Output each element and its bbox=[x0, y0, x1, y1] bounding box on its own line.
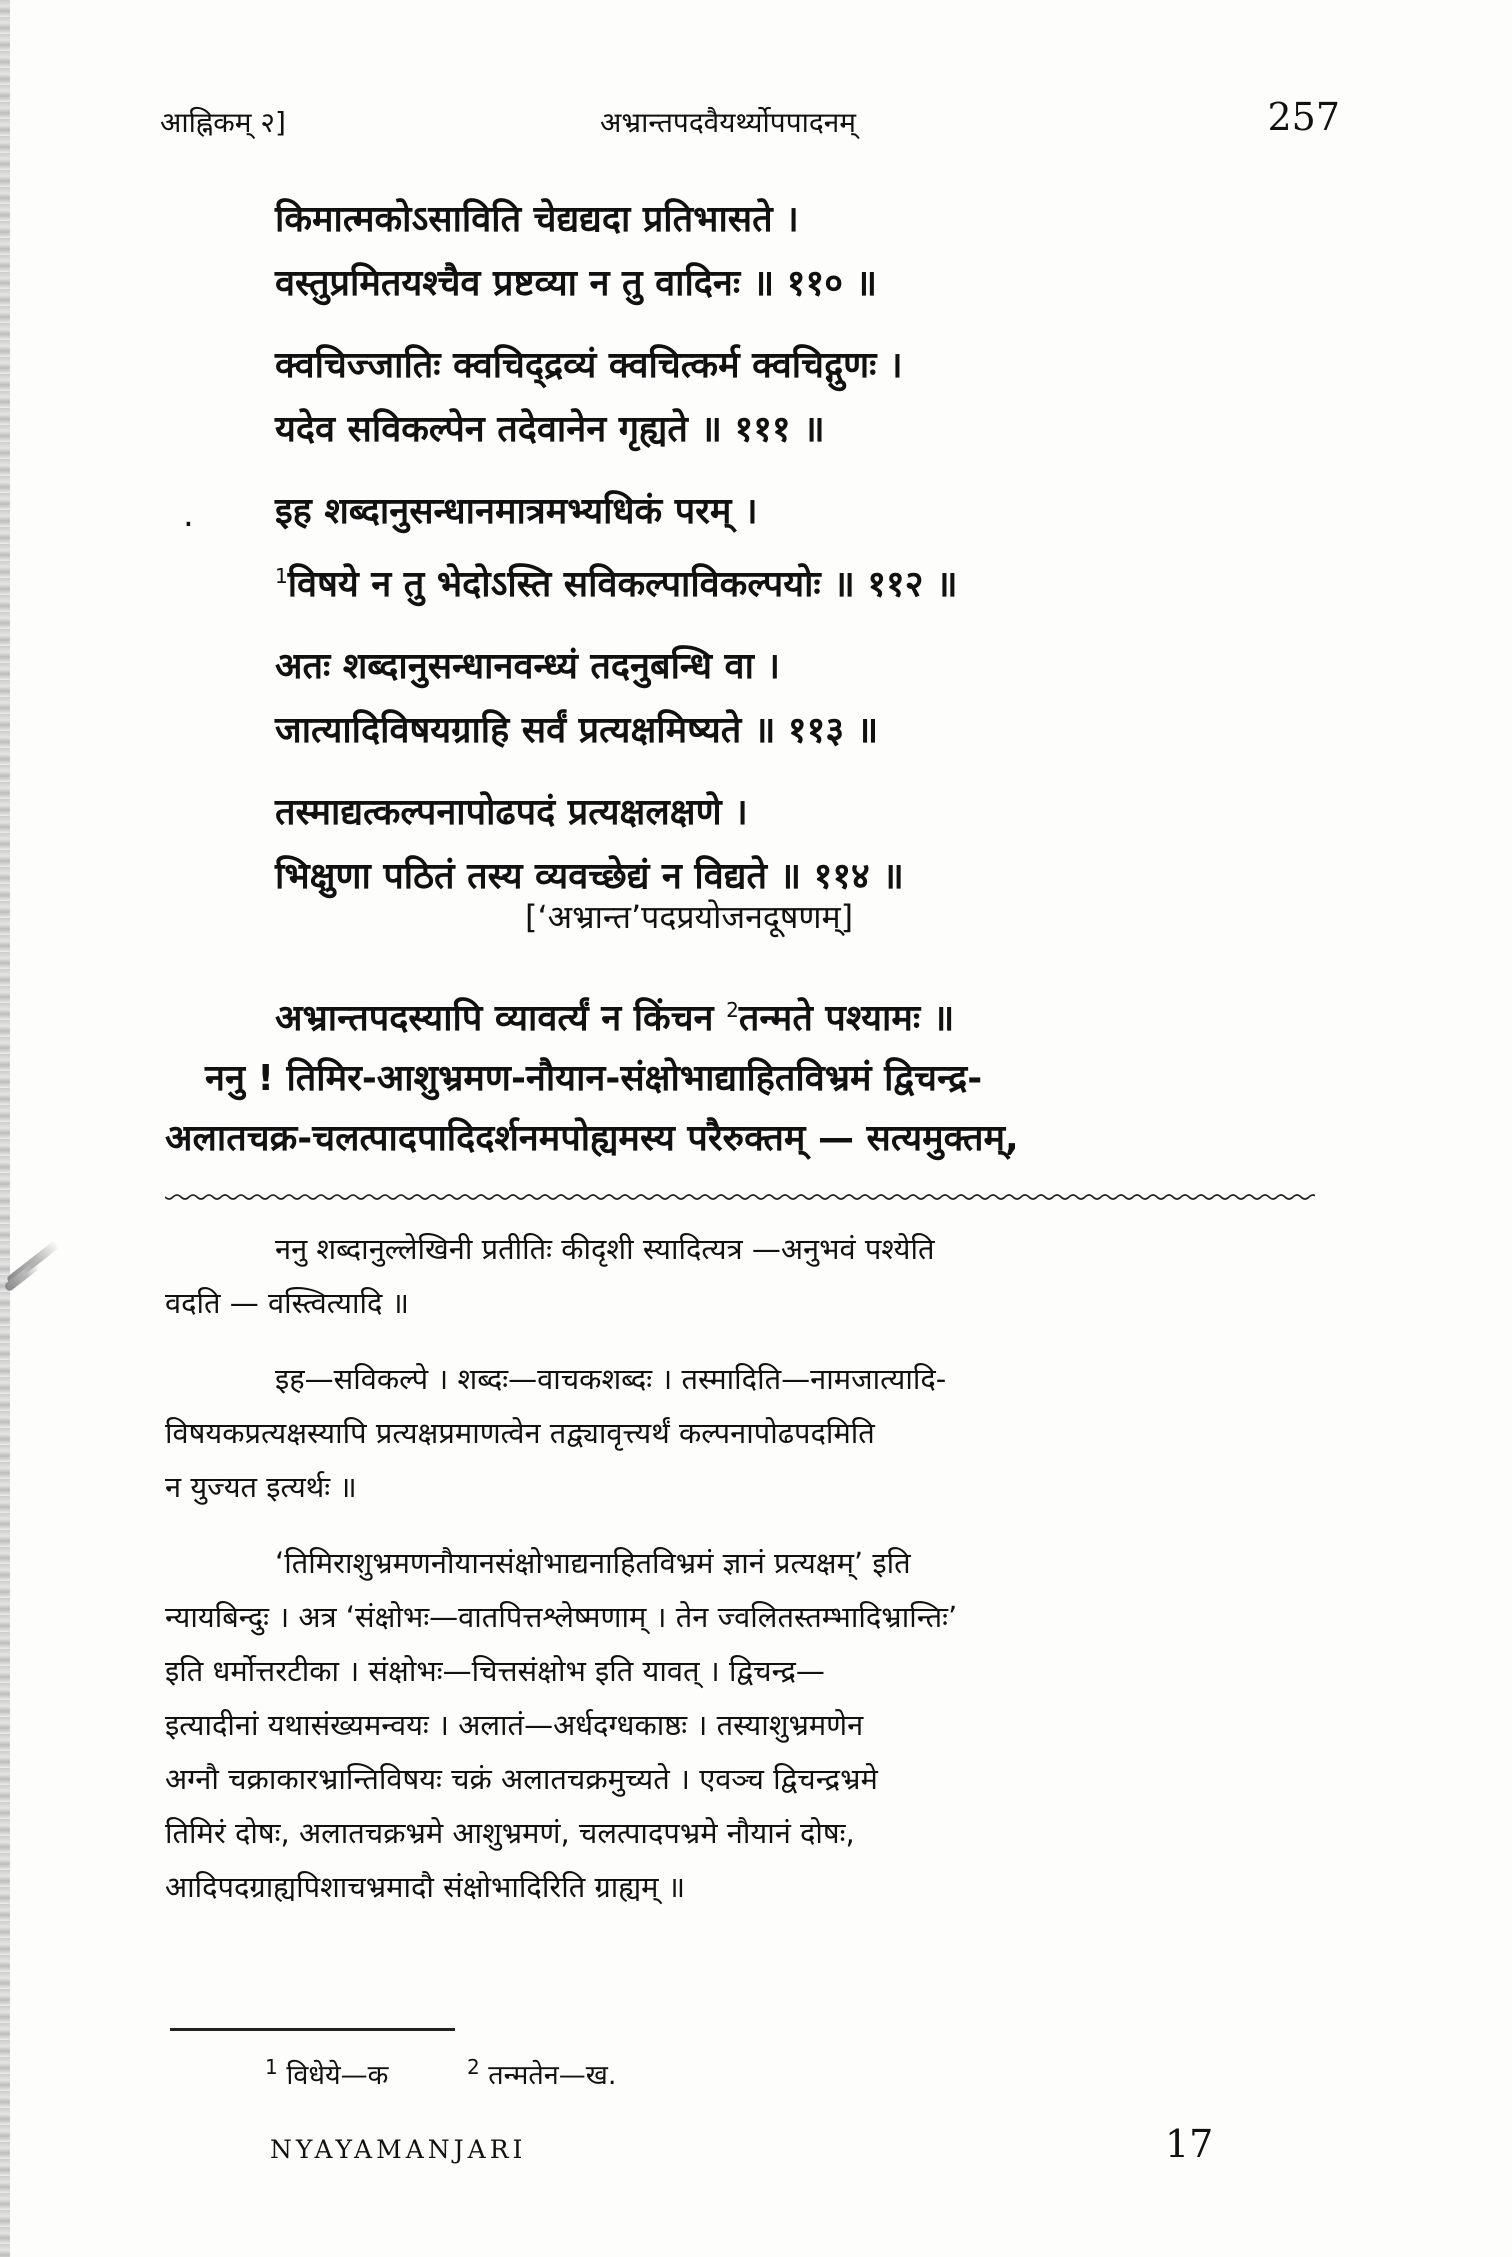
verse-line: यदेव सविकल्पेन तदेवानेन गृह्यते ॥ १११ ॥ bbox=[275, 409, 825, 450]
footnote-marker: 1 bbox=[275, 564, 288, 588]
verse-line: वस्तुप्रमितयश्चैव प्रष्टव्या न तु वादिनः ॥ ११० ॥ bbox=[275, 263, 878, 304]
footnote-number: 2 bbox=[466, 2055, 480, 2079]
verse-line: इह शब्दानुसन्धानमात्रमभ्यधिकं परम् । bbox=[275, 491, 758, 532]
verse-line: तस्माद्यत्कल्पनापोढपदं प्रत्यक्षलक्षणे । bbox=[275, 792, 748, 833]
commentary-line: इह—सविकल्पे । शब्दः—वाचकशब्दः । तस्मादिति—नामजात्यादि- bbox=[275, 1362, 947, 1396]
footnote-1 bbox=[265, 2055, 389, 2091]
commentary-line: ननु शब्दानुल्लेखिनी प्रतीतिः कीदृशी स्यादित्यत्र —अनुभवं पश्येति bbox=[275, 1232, 935, 1266]
separator-rule bbox=[165, 1192, 1315, 1202]
signature-number: 17 bbox=[1165, 2122, 1214, 2166]
commentary-line: विषयकप्रत्यक्षस्यापि प्रत्यक्षप्रमाणत्वेन तद्व्यावृत्त्यर्थं कल्पनापोढपदमिति bbox=[165, 1416, 875, 1450]
commentary-line: ‘तिमिराशुभ्रमणनौयानसंक्षोभाद्यनाहितविभ्रमं ज्ञानं प्रत्यक्षम्’ इति bbox=[275, 1546, 911, 1580]
commentary-line: वदति — वस्त्वित्यादि ॥ bbox=[165, 1286, 409, 1320]
verse-line-text: विषये न तु भेदोऽस्ति सविकल्पाविकल्पयोः ॥ ११२ ॥ bbox=[287, 564, 958, 605]
commentary-line: न युज्यत इत्यर्थः ॥ bbox=[165, 1470, 357, 1504]
verse-line: अतः शब्दानुसन्धानवन्ध्यं तदनुबन्धि वा । bbox=[275, 646, 781, 687]
footnote-text: तन्मतेन—ख. bbox=[488, 2060, 617, 2091]
footnote-rule bbox=[170, 2028, 455, 2031]
prose-text: पश्यामः ॥ bbox=[825, 998, 955, 1039]
page-number: 257 bbox=[1267, 95, 1340, 139]
verse-line: भिक्षुणा पठितं तस्य व्यवच्छेद्यं न विद्यते ॥ ११४ ॥ bbox=[275, 856, 904, 897]
verse-line: क्वचिज्जातिः क्वचिद्द्रव्यं क्वचित्कर्म क्वचिद्गुणः । bbox=[275, 345, 903, 386]
commentary-line: आदिपदग्राह्यपिशाचभ्रमादौ संक्षोभादिरिति ग्राह्यम् ॥ bbox=[165, 1870, 686, 1904]
running-head-title: अभ्रान्तपदवैयर्थ्योपपादनम् bbox=[600, 106, 857, 139]
footnote-text: विधेये—क bbox=[286, 2060, 389, 2091]
main-prose bbox=[165, 980, 1325, 1169]
prose-line bbox=[165, 980, 1325, 1049]
verse-112 bbox=[275, 480, 1335, 617]
verse-line: जात्यादिविषयग्राहि सर्वं प्रत्यक्षमिष्यते ॥ ११३ ॥ bbox=[275, 710, 879, 751]
commentary-line: अग्नौ चक्राकारभ्रान्तिविषयः चक्रं अलातचक्रमुच्यते । एवञ्च द्विचन्द्रभ्रमे bbox=[165, 1762, 878, 1796]
commentary-paragraph bbox=[165, 1536, 1325, 1914]
prose-line: ननु ! तिमिर-आशुभ्रमण-नौयान-संक्षोभाद्याहितविभ्रमं द्विचन्द्र- bbox=[205, 1058, 983, 1099]
footnotes bbox=[265, 2055, 616, 2092]
verse-110 bbox=[275, 188, 1335, 316]
verse-line: किमात्मकोऽसाविति चेद्यद्यदा प्रतिभासते । bbox=[275, 199, 799, 240]
verse-line bbox=[275, 544, 1335, 617]
stray-dot: . bbox=[183, 495, 194, 535]
verse-113 bbox=[275, 635, 1335, 763]
prose-text: तन्मते bbox=[738, 998, 813, 1039]
footnote-2 bbox=[466, 2055, 617, 2091]
section-heading: [‘अभ्रान्त’पदप्रयोजनदूषणम्] bbox=[525, 898, 854, 936]
commentary-paragraph bbox=[165, 1222, 1325, 1330]
running-head bbox=[160, 95, 1340, 155]
verse-block bbox=[275, 188, 1335, 927]
book-title-footer: NYAYAMANJARI bbox=[270, 2135, 527, 2164]
commentary-paragraph bbox=[165, 1352, 1325, 1514]
commentary-line: न्यायबिन्दुः । अत्र ‘संक्षोभः—वातपित्तश्लेष्मणाम् । तेन ज्वलितस्तम्भादिभ्रान्तिः’ bbox=[165, 1600, 958, 1634]
commentary-line: इत्यादीनां यथासंख्यमन्वयः । अलातं—अर्धदग्धकाष्ठः । तस्याशुभ्रमणेन bbox=[165, 1708, 864, 1742]
commentary-line: इति धर्मोत्तरटीका । संक्षोभः—चित्तसंक्षोभ इति यावत् । द्विचन्द्र— bbox=[165, 1654, 825, 1688]
prose-text: अभ्रान्तपदस्यापि व्यावर्त्यं न किंचन bbox=[275, 998, 714, 1039]
commentary-line: तिमिरं दोषः, अलातचक्रभ्रमे आशुभ्रमणं, चलत्पादपभ्रमे नौयानं दोषः, bbox=[165, 1816, 855, 1850]
prose-line: अलातचक्र-चलत्पादपादिदर्शनमपोह्यमस्य परैरुक्तम् — सत्यमुक्तम्, bbox=[165, 1118, 1019, 1159]
verse-111 bbox=[275, 334, 1335, 462]
running-head-chapter: आह्निकम् २] bbox=[160, 106, 286, 139]
footnote-marker: 2 bbox=[726, 998, 739, 1022]
binding-edge bbox=[0, 0, 10, 2257]
verse-114 bbox=[275, 781, 1335, 909]
commentary-block bbox=[165, 1222, 1325, 1936]
footnote-number: 1 bbox=[265, 2055, 278, 2079]
